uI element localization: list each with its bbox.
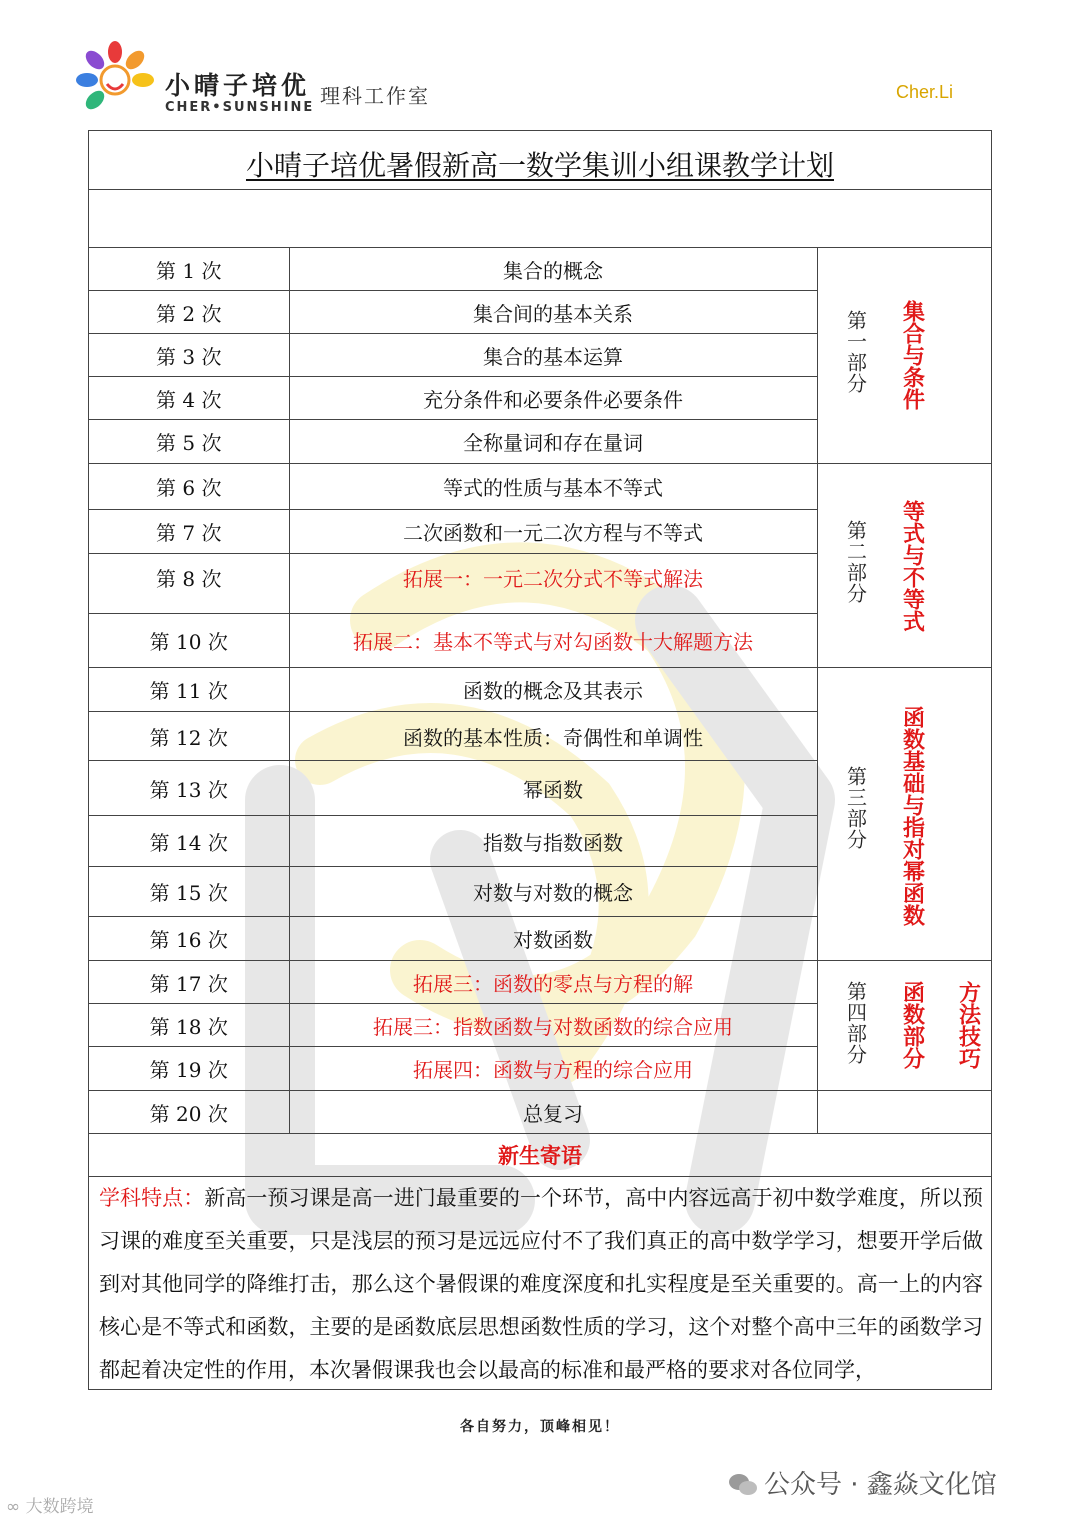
session-number: 第 11 次 <box>89 668 289 712</box>
session-number: 第 12 次 <box>89 712 289 761</box>
session-topic: 幂函数 <box>289 761 817 816</box>
brand-name: 小晴子培优 <box>165 71 311 100</box>
part-label: 第三部分 <box>843 766 868 850</box>
corner-watermark <box>6 1492 94 1517</box>
session-topic: 拓展三：指数函数与对数函数的综合应用 <box>289 1004 817 1047</box>
schedule-table <box>89 247 991 1134</box>
session-topic: 拓展三：函数的零点与方程的解 <box>289 961 817 1004</box>
part-cell-1 <box>817 248 991 464</box>
table-row <box>89 248 991 291</box>
blank-row <box>89 189 991 248</box>
session-topic: 集合的概念 <box>289 248 817 291</box>
session-topic: 拓展四：函数与方程的综合应用 <box>289 1047 817 1091</box>
session-number: 第 3 次 <box>89 334 289 377</box>
wechat-icon <box>728 1472 758 1498</box>
session-number: 第 17 次 <box>89 961 289 1004</box>
page-title: 小晴子培优暑假新高一数学集训小组课教学计划 <box>245 149 834 182</box>
table-row <box>89 1091 991 1134</box>
part-cell-2 <box>817 464 991 668</box>
part-label: 第一部分 <box>843 310 868 394</box>
part-cell-empty <box>817 1091 991 1134</box>
session-topic: 拓展一：一元二次分式不等式解法 <box>289 554 817 614</box>
part-theme: 函数基础与指对幂函数 <box>899 706 926 926</box>
title-row <box>89 131 991 190</box>
link-icon: ∞ <box>6 1497 21 1517</box>
table-row <box>89 961 991 1004</box>
message-lead: 学科特点： <box>99 1186 205 1210</box>
session-number: 第 8 次 <box>89 554 289 614</box>
wechat-watermark-text: 公众号 · 鑫焱文化馆 <box>764 1470 997 1500</box>
session-topic: 函数的概念及其表示 <box>289 668 817 712</box>
table-row <box>89 464 991 510</box>
session-topic: 全称量词和存在量词 <box>289 420 817 464</box>
session-topic: 集合的基本运算 <box>289 334 817 377</box>
session-topic: 等式的性质与基本不等式 <box>289 464 817 510</box>
message-body: 新高一预习课是高一进门最重要的一个环节，高中内容远高于初中数学难度，所以预习课的难度至关重要，只是浅层的预习是远远应付不了我们真正的高中数学学习，想要开学后做到对其他同学的降维打击，那么这个暑假课的难度深度和扎实程度是至关重要的。高一上的内容核心是不等式和函数，主要的是函数底层思想函数性质的学习，这个对整个高中三年的函数学习都起着决定性的作用，本次暑假课我也会以最高的标准和最严格的要求对各位同学， <box>99 1186 984 1382</box>
part-cell-3 <box>817 668 991 961</box>
teaching-plan-document <box>88 130 992 1390</box>
part-label: 第四部分 <box>843 981 868 1065</box>
session-number: 第 6 次 <box>89 464 289 510</box>
session-topic: 充分条件和必要条件必要条件 <box>289 377 817 420</box>
session-number: 第 18 次 <box>89 1004 289 1047</box>
session-topic: 总复习 <box>289 1091 817 1134</box>
session-topic: 对数函数 <box>289 917 817 961</box>
corner-watermark-text: 大数跨境 <box>25 1497 94 1517</box>
session-number: 第 1 次 <box>89 248 289 291</box>
part-theme: 等式与不等式 <box>899 500 926 632</box>
session-number: 第 16 次 <box>89 917 289 961</box>
session-number: 第 5 次 <box>89 420 289 464</box>
message-paragraph <box>99 1177 983 1392</box>
session-number: 第 4 次 <box>89 377 289 420</box>
session-topic: 二次函数和一元二次方程与不等式 <box>289 510 817 554</box>
session-number: 第 14 次 <box>89 816 289 867</box>
table-row <box>89 668 991 712</box>
brand-name-en: CHER•SUNSHINE <box>165 100 315 115</box>
session-topic: 拓展二：基本不等式与对勾函数十大解题方法 <box>289 614 817 668</box>
message-heading: 新生寄语 <box>89 1133 991 1177</box>
part-theme: 函数部分 <box>899 981 926 1069</box>
studio-name: 理科工作室 <box>320 84 430 108</box>
session-topic: 函数的基本性质：奇偶性和单调性 <box>289 712 817 761</box>
session-topic: 集合间的基本关系 <box>289 291 817 334</box>
part-theme-secondary: 方法技巧 <box>955 981 982 1069</box>
wechat-watermark <box>728 1464 997 1501</box>
page-header <box>0 0 1080 125</box>
author-name: Cher.Li <box>896 82 954 102</box>
session-number: 第 15 次 <box>89 867 289 917</box>
part-cell-4 <box>817 961 991 1091</box>
footer-motto: 各自努力，顶峰相见！ <box>460 1419 620 1435</box>
session-topic: 对数与对数的概念 <box>289 867 817 917</box>
session-number: 第 19 次 <box>89 1047 289 1091</box>
session-number: 第 13 次 <box>89 761 289 816</box>
part-theme: 集合与条件 <box>899 300 926 410</box>
session-topic: 指数与指数函数 <box>289 816 817 867</box>
session-number: 第 10 次 <box>89 614 289 668</box>
sunflower-logo-icon <box>70 38 160 118</box>
session-number: 第 2 次 <box>89 291 289 334</box>
session-number: 第 20 次 <box>89 1091 289 1134</box>
session-number: 第 7 次 <box>89 510 289 554</box>
part-label: 第二部分 <box>843 520 868 604</box>
